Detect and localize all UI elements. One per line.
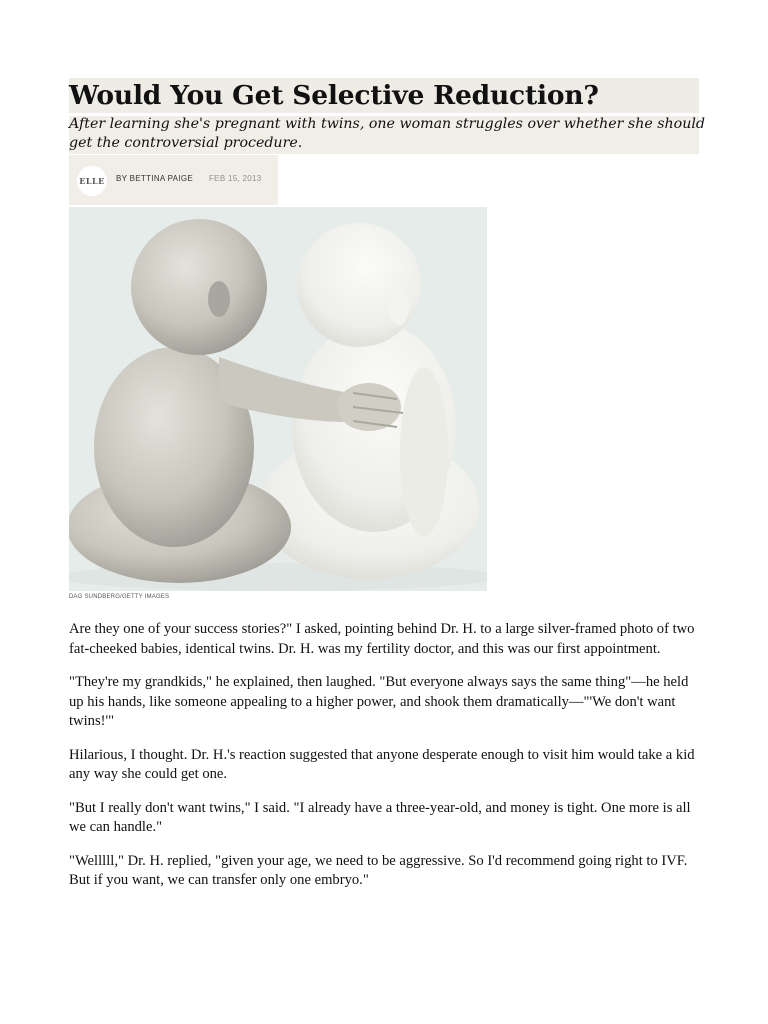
byline-bar bbox=[69, 155, 278, 205]
paragraph: "But I really don't want twins," I said. "I already have a three-year-old, and money is tight. One more is all we can handle." bbox=[69, 799, 691, 835]
paragraph: "They're my grandkids," he explained, then laughed. "But everyone always says the same thing"—he held up his hands, like someone appealing to a higher power, and shook them dramatically—"'We don't want twins!'" bbox=[69, 674, 689, 729]
byline-author: BY BETTINA PAIGE bbox=[116, 174, 193, 183]
paragraph: Hilarious, I thought. Dr. H.'s reaction suggested that anyone desperate enough to visit him would take a kid any way she could get one. bbox=[69, 746, 695, 782]
twin-babies-illustration bbox=[69, 207, 487, 591]
elle-logo: ELLE bbox=[77, 166, 107, 196]
paragraph: "Welllll," Dr. H. replied, "given your age, we need to be aggressive. So I'd recommend going right to IVF. But if you want, we can transfer only one embryo." bbox=[69, 852, 688, 888]
twin-babies-photo bbox=[69, 207, 487, 591]
article-title: Would You Get Selective Reduction? bbox=[69, 80, 599, 111]
article-body bbox=[69, 620, 701, 905]
paragraph: Are they one of your success stories?" I asked, pointing behind Dr. H. to a large silver-framed photo of two fat-cheeked babies, identical twins. Dr. H. was my fertility doctor, and this was our first appointment. bbox=[69, 621, 695, 657]
article-deck: After learning she's pregnant with twins, one woman struggles over whether she should get the controversial procedure. bbox=[69, 116, 705, 151]
photo-credit: DAG SUNDBERG/GETTY IMAGES bbox=[69, 594, 170, 600]
byline-date: FEB 15, 2013 bbox=[209, 174, 262, 183]
